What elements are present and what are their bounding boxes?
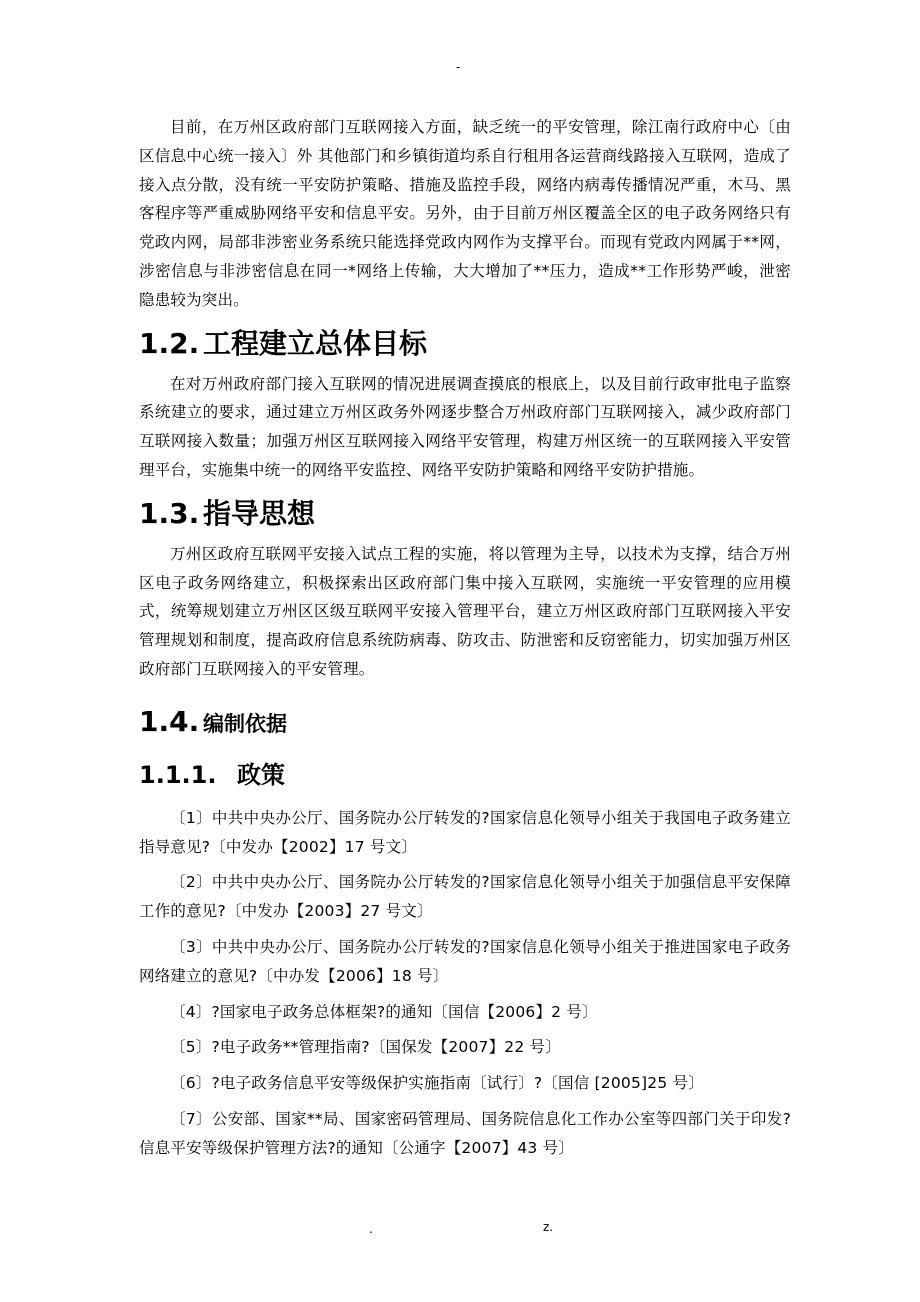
footer-left-mark: . (369, 1222, 373, 1236)
header-mark: - (456, 60, 461, 74)
section-number: 1.4. (139, 704, 200, 738)
section-heading-1-3 (139, 494, 791, 534)
footer-right-mark: z. (543, 1220, 554, 1234)
policy-item: 〔3〕中共中央办公厅、国务院办公厅转发的?国家信息化领导小组关于推进国家电子政务网络建立的意见?〔中办发【2006】18 号〕 (139, 937, 791, 985)
policy-item: 〔6〕?电子政务信息平安等级保护实施指南〔试行〕?〔国信 [2005]25 号〕 (170, 1074, 704, 1093)
section-title: 编制依据 (203, 711, 287, 736)
section-heading-1-2 (139, 324, 791, 364)
section-title: 指导思想 (203, 496, 316, 530)
document-body (139, 113, 791, 1163)
intro-paragraph: 目前，在万州区政府部门互联网接入方面，缺乏统一的平安管理，除江南行政府中心〔由区信息中心统一接入〕外 其他部门和乡镇街道均系自行租用各运营商线路接入互联网，造成了接入点分散，没有统一平安防护策略、措施及监控手段，网络内病毒传播情况严重，木马、黑客程序等严重威胁网络平安和信息平安。另外，由于目前万州区覆盖全区的电子政务网络只有党政内网，局部非涉密业务系统只能选择党政内网作为支撑平台。而现有党政内网属于**网，涉密信息与非涉密信息在同一*网络上传输，大大增加了**压力，造成**工作形势严峻，泄密隐患较为突出。 (139, 118, 791, 309)
policy-item: 〔2〕中共中央办公厅、国务院办公厅转发的?国家信息化领导小组关于加强信息平安保障工作的意见?〔中发办【2003】27 号文〕 (139, 873, 791, 921)
goal-paragraph: 在对万州政府部门接入互联网的情况进展调查摸底的根底上，以及目前行政审批电子监察系统建立的要求，通过建立万州区政务外网逐步整合万州政府部门互联网接入，减少政府部门互联网接入数量；加强万州区互联网接入网络平安管理，构建万州区统一的互联网接入平安管理平台，实施集中统一的网络平安监控、网络平安防护策略和网络平安防护措施。 (139, 374, 791, 479)
guideline-paragraph: 万州区政府互联网平安接入试点工程的实施，将以管理为主导，以技术为支撑，结合万州区电子政务网络建立，积极探索出区政府部门集中接入互联网，实施统一平安管理的应用模式，统筹规划建立万州区区级互联网平安接入管理平台，建立万州区政府部门互联网接入平安管理规划和制度，提高政府信息系统防病毒、防攻击、防泄密和反窃密能力，切实加强万州区政府部门互联网接入的平安管理。 (139, 544, 791, 678)
subsection-title: 政策 (237, 760, 285, 789)
subsection-heading-policy (139, 758, 791, 792)
policy-item: 〔1〕中共中央办公厅、国务院办公厅转发的?国家信息化领导小组关于我国电子政务建立指导意见?〔中发办【2002】17 号文〕 (139, 808, 791, 856)
policy-item: 〔4〕?国家电子政务总体框架?的通知〔国信【2006】2 号〕 (170, 1002, 598, 1021)
section-heading-1-4 (139, 702, 791, 744)
policy-item: 〔7〕公安部、国家**局、国家密码管理局、国务院信息化工作办公室等四部门关于印发?信息平安等级保护管理方法?的通知〔公通字【2007】43 号〕 (139, 1109, 791, 1157)
policy-item: 〔5〕?电子政务**管理指南?〔国保发【2007】22 号〕 (170, 1038, 561, 1057)
subsection-number: 1.1.1. (139, 760, 217, 789)
section-number: 1.2. (139, 326, 200, 360)
section-number: 1.3. (139, 496, 200, 530)
section-title: 工程建立总体目标 (203, 326, 428, 360)
